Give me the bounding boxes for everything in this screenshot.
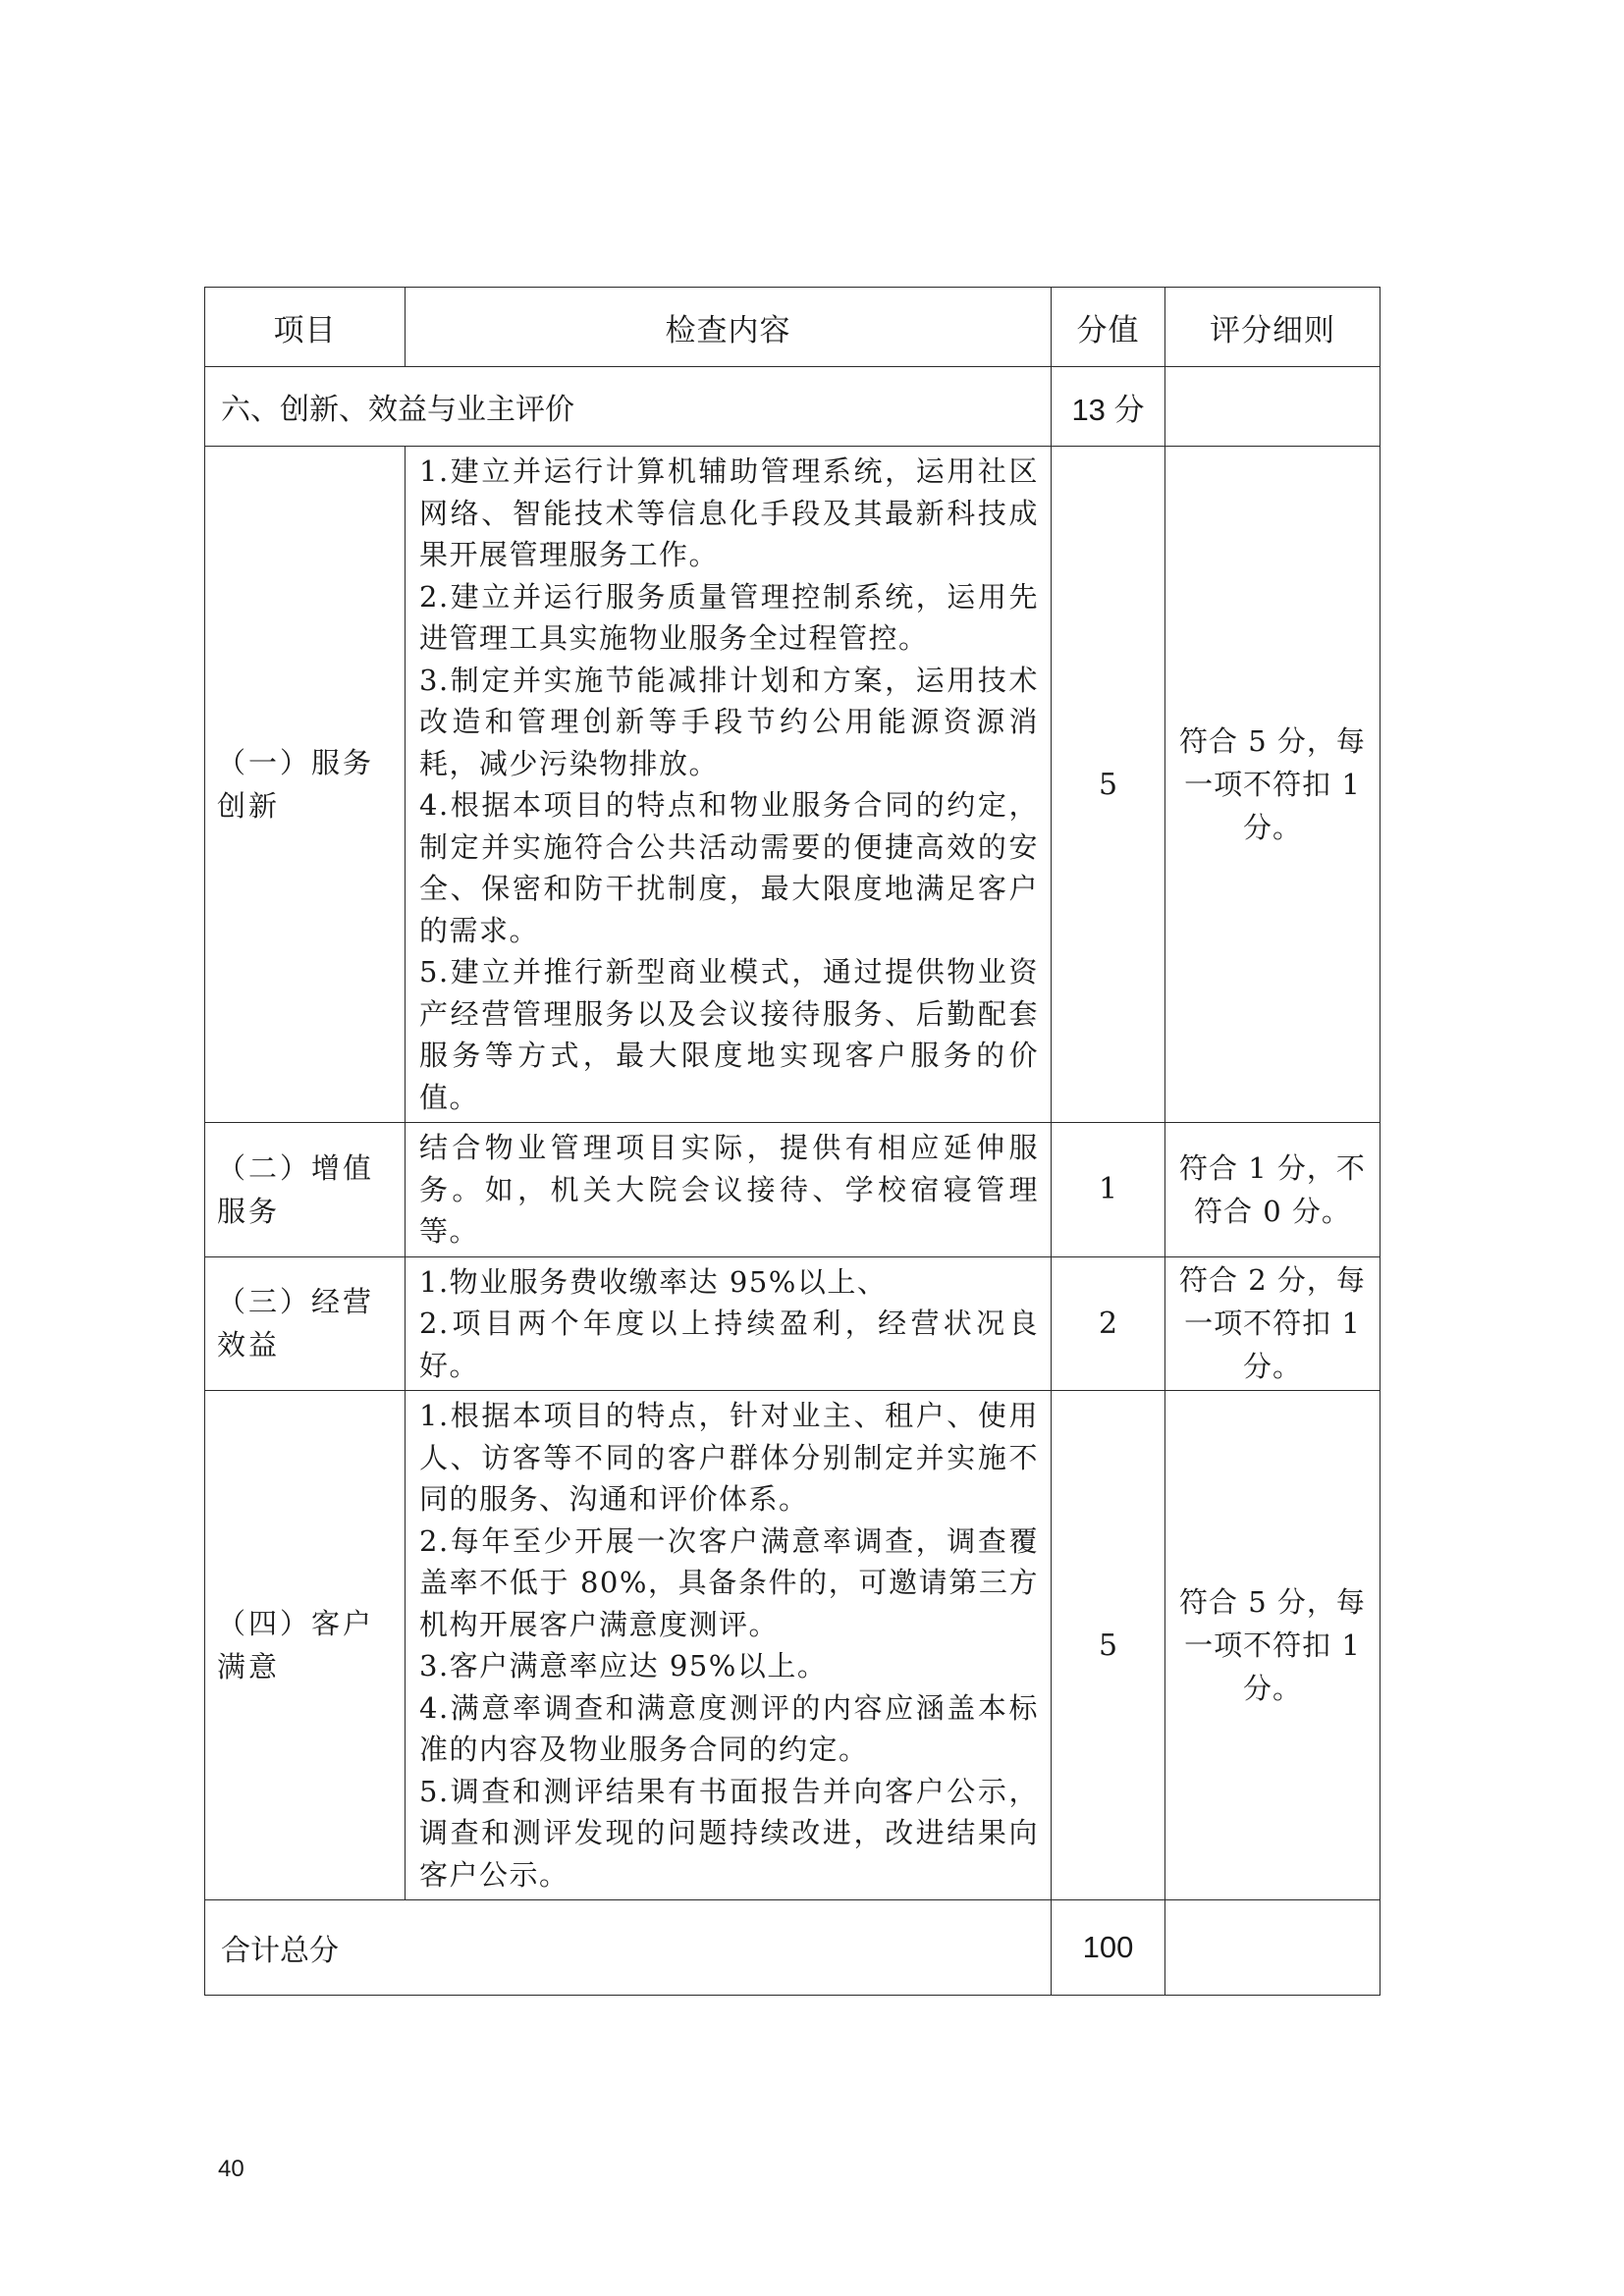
- row-rule: 符合 5 分，每一项不符扣 1 分。: [1165, 1391, 1380, 1900]
- header-rule: 评分细则: [1165, 288, 1380, 367]
- row-value: 2: [1052, 1256, 1165, 1391]
- content-line: 2.每年至少开展一次客户满意率调查，调查覆盖率不低于 80%，具备条件的，可邀请第三方机构开展客户满意度测评。: [419, 1523, 1039, 1641]
- content-line: 3.客户满意率应达 95%以上。: [419, 1649, 828, 1682]
- content-line: 4.根据本项目的特点和物业服务合同的约定，制定并实施符合公共活动需要的便捷高效的安全、保密和防干扰制度，最大限度地满足客户的需求。: [419, 788, 1039, 947]
- content-line: 3.制定并实施节能减排计划和方案，运用技术改造和管理创新等手段节约公用能源资源消耗，减少污染物排放。: [419, 663, 1039, 780]
- table-row: [205, 1391, 1380, 1900]
- content-line: 2.项目两个年度以上持续盈利，经营状况良好。: [419, 1307, 1039, 1382]
- row-value: 5: [1052, 1391, 1165, 1900]
- section-rule: [1165, 367, 1380, 447]
- content-line: 1.物业服务费收缴率达 95%以上、: [419, 1264, 888, 1299]
- content-line: 2.建立并运行服务质量管理控制系统，运用先进管理工具实施物业服务全过程管控。: [419, 579, 1039, 655]
- content-line: 1.建立并运行计算机辅助管理系统，运用社区网络、智能技术等信息化手段及其最新科技成果开展管理服务工作。: [419, 454, 1039, 571]
- total-row: [205, 1900, 1380, 1996]
- header-content: 检查内容: [406, 288, 1052, 367]
- content-line: 5.建立并推行新型商业模式，通过提供物业资产经营管理服务以及会议接待服务、后勤配套服务等方式，最大限度地实现客户服务的价值。: [419, 955, 1039, 1114]
- row-item: （四）客户满意: [205, 1391, 406, 1900]
- total-label: 合计总分: [205, 1900, 1052, 1996]
- section-title: 六、创新、效益与业主评价: [205, 367, 1052, 447]
- table-header-row: [205, 288, 1380, 367]
- row-rule: 符合 1 分，不符合 0 分。: [1165, 1123, 1380, 1257]
- row-rule: 符合 5 分，每一项不符扣 1 分。: [1165, 447, 1380, 1123]
- row-item: （一）服务创新: [205, 447, 406, 1123]
- table-row: [205, 1123, 1380, 1257]
- table-row: [205, 447, 1380, 1123]
- row-content: [406, 1256, 1052, 1391]
- row-rule: 符合 2 分，每一项不符扣 1 分。: [1165, 1256, 1380, 1391]
- row-content: [406, 447, 1052, 1123]
- row-item: （三）经营效益: [205, 1256, 406, 1391]
- content-line: 4.满意率调查和满意度测评的内容应涵盖本标准的内容及物业服务合同的约定。: [419, 1690, 1039, 1766]
- page-number: 40: [218, 2156, 244, 2182]
- total-rule: [1165, 1900, 1380, 1996]
- row-value: 1: [1052, 1123, 1165, 1257]
- section-row: [205, 367, 1380, 447]
- content-line: 1.根据本项目的特点，针对业主、租户、使用人、访客等不同的客户群体分别制定并实施不同的服务、沟通和评价体系。: [419, 1399, 1039, 1516]
- header-item: 项目: [205, 288, 406, 367]
- section-score: 13 分: [1052, 367, 1165, 447]
- header-value: 分值: [1052, 288, 1165, 367]
- table-row: [205, 1256, 1380, 1391]
- content-line: 结合物业管理项目实际，提供有相应延伸服务。如，机关大院会议接待、学校宿寝管理等。: [419, 1131, 1039, 1248]
- scoring-table: [204, 287, 1380, 1996]
- content-line: 5.调查和测评结果有书面报告并向客户公示，调查和测评发现的问题持续改进，改进结果向客户公示。: [419, 1774, 1039, 1892]
- total-value: 100: [1052, 1900, 1165, 1996]
- row-value: 5: [1052, 447, 1165, 1123]
- row-content: [406, 1123, 1052, 1257]
- row-content: [406, 1391, 1052, 1900]
- row-item: （二）增值服务: [205, 1123, 406, 1257]
